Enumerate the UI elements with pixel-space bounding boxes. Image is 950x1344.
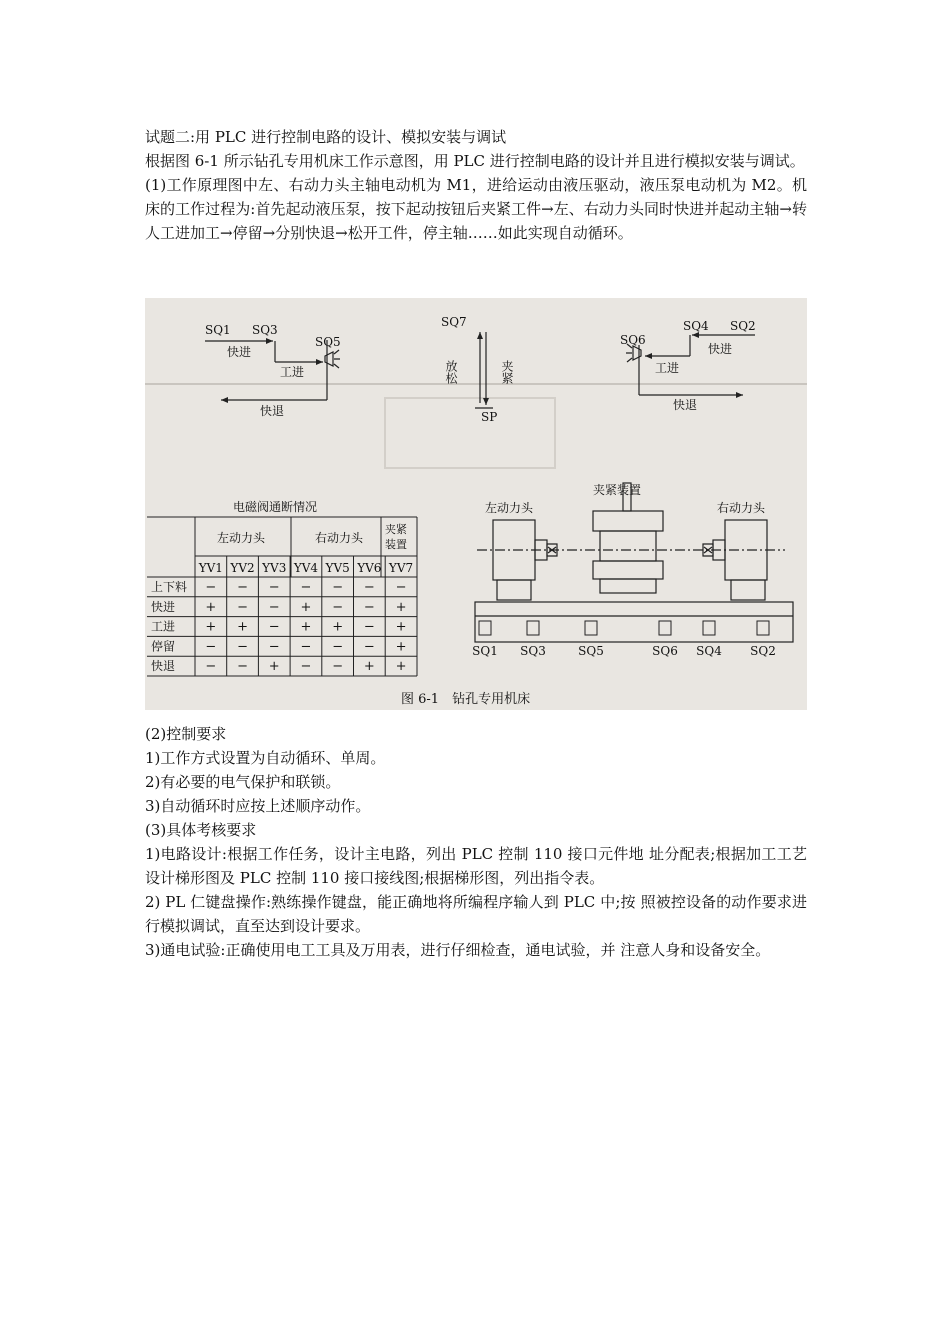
- label-work-in-right: 工进: [655, 361, 680, 375]
- switch-label: SQ5: [578, 644, 604, 658]
- column-header-yv3: YV3: [262, 561, 287, 575]
- switch-label: SQ6: [652, 644, 678, 658]
- table-cell: −: [205, 580, 217, 595]
- limit-switch: [527, 621, 539, 635]
- row-label: 快进: [151, 599, 176, 614]
- intro-paragraph: 根据图 6-1 所示钻孔专用机床工作示意图，用 PLC 进行控制电路的设计并且进行模拟安装与调试。: [145, 152, 805, 170]
- label-sq1: SQ1: [205, 323, 231, 337]
- requirements-text: [145, 722, 807, 962]
- table-cell: −: [332, 580, 344, 595]
- limit-switch: [585, 621, 597, 635]
- label-fast-in: 快进: [227, 345, 252, 359]
- label-sq4: SQ4: [683, 319, 709, 333]
- table-cell: +: [205, 599, 217, 615]
- table-cell: −: [363, 599, 375, 615]
- row-label: 上下料: [151, 580, 188, 594]
- column-header-yv6: YV6: [357, 561, 382, 575]
- row-label: 停留: [151, 639, 176, 654]
- group-left-head: 左动力头: [217, 531, 266, 545]
- label-fast-in-right: 快进: [708, 342, 733, 356]
- table-cell: −: [268, 580, 280, 595]
- table-cell: −: [300, 659, 312, 675]
- label-fast-back: 快退: [260, 404, 285, 418]
- table-cell: −: [363, 580, 375, 595]
- label-right-head: 右动力头: [717, 501, 766, 515]
- control-requirements-heading: (2)控制要求: [145, 725, 227, 743]
- row-label: 快退: [151, 659, 176, 674]
- table-cell: −: [205, 639, 217, 655]
- table-cell: −: [300, 580, 312, 595]
- table-cell: +: [395, 619, 407, 635]
- table-cell: −: [363, 639, 375, 655]
- limit-switch: [703, 621, 715, 635]
- figure-6-1: [145, 298, 807, 710]
- table-cell: −: [332, 659, 344, 675]
- table-cell: −: [268, 639, 280, 655]
- switch-label: SQ4: [696, 644, 722, 658]
- switch-label: SQ1: [472, 644, 498, 658]
- table-title: 电磁阀通断情况: [233, 500, 318, 514]
- table-cell: −: [268, 599, 280, 615]
- column-header-yv1: YV1: [198, 561, 223, 575]
- assessment-heading: (3)具体考核要求: [145, 821, 257, 839]
- table-cell: −: [332, 599, 344, 615]
- column-header-yv7: YV7: [388, 561, 414, 575]
- requirement-2: 2)有必要的电气保护和联锁。: [145, 773, 341, 791]
- table-cell: −: [395, 580, 407, 595]
- table-cell: −: [237, 599, 249, 615]
- label-sq5: SQ5: [315, 335, 341, 349]
- switch-label: SQ2: [750, 644, 776, 658]
- table-cell: +: [395, 639, 407, 655]
- table-cell: +: [395, 659, 407, 675]
- working-principle: (1)工作原理图中左、右动力头主轴电动机为 M1，进给运动由液压驱动，液压泵电动机为 M2。机床的工作过程为:首先起动液压泵，按下起动按钮后夹紧工件→左、右动力头同时快进并起动主轴→转人工进加工→停留→分别快退→松开工件，停主轴……如此实现自动循环。: [145, 176, 807, 242]
- table-cell: −: [332, 639, 344, 655]
- table-cell: −: [237, 580, 249, 595]
- limit-switch: [659, 621, 671, 635]
- group-clamp-line1: 夹紧: [385, 523, 407, 536]
- clamp-cycle-diagram: [475, 332, 493, 408]
- table-cell: +: [268, 659, 280, 675]
- label-left-head: 左动力头: [485, 501, 534, 515]
- limit-switch: [757, 621, 769, 635]
- requirement-1: 1)工作方式设置为自动循环、单周。: [145, 749, 386, 767]
- machine-diagram: [145, 298, 807, 710]
- table-cell: +: [300, 599, 312, 615]
- label-sp: SP: [481, 410, 498, 424]
- group-clamp-line2: 装置: [385, 538, 407, 551]
- requirement-3: 3)自动循环时应按上述顺序动作。: [145, 797, 371, 815]
- table-cell: +: [237, 619, 249, 635]
- table-cell: +: [332, 619, 344, 635]
- assessment-3: 3)通电试验:正确使用电工工具及万用表，进行仔细检查，通电试验，并 注意人身和设备安全。: [145, 941, 771, 959]
- assessment-1: 1)电路设计:根据工作任务，设计主电路，列出 PLC 控制 110 接口元件地 址分配表;根据加工工艺设计梯形图及 PLC 控制 110 接口接线图;根据梯形图，列出指令表。: [145, 845, 807, 887]
- table-cell: +: [395, 599, 407, 615]
- label-sq2: SQ2: [730, 319, 756, 333]
- background-box: [385, 398, 555, 468]
- table-cell: −: [205, 659, 217, 675]
- label-work-in: 工进: [280, 365, 305, 379]
- table-cell: +: [205, 619, 217, 635]
- label-clamp-device: 夹紧装置: [593, 483, 642, 497]
- table-cell: −: [268, 619, 280, 635]
- column-header-yv4: YV4: [293, 561, 319, 575]
- switch-label: SQ3: [520, 644, 546, 658]
- solenoid-table: [147, 499, 417, 676]
- group-right-head: 右动力头: [315, 531, 364, 545]
- table-cell: −: [237, 639, 249, 655]
- intro-text: [145, 125, 807, 245]
- column-header-yv2: YV2: [230, 561, 255, 575]
- label-sq7: SQ7: [441, 315, 467, 329]
- table-cell: +: [363, 659, 375, 675]
- column-header-yv5: YV5: [325, 561, 350, 575]
- question-title: 试题二:用 PLC 进行控制电路的设计、模拟安装与调试: [145, 128, 507, 146]
- figure-caption: 图 6-1 钻孔专用机床: [401, 692, 531, 707]
- table-cell: −: [300, 639, 312, 655]
- label-sq6: SQ6: [620, 333, 646, 347]
- label-release: 放松: [444, 360, 458, 384]
- table-cell: −: [363, 619, 375, 635]
- label-sq3: SQ3: [252, 323, 278, 337]
- assessment-2: 2) PL 仁键盘操作:熟练操作键盘，能正确地将所编程序输人到 PLC 中;按 照被控设备的动作要求进行模拟调试，直至达到设计要求。: [145, 893, 807, 935]
- label-fast-back-right: 快退: [673, 398, 698, 412]
- limit-switch: [479, 621, 491, 635]
- left-cycle-diagram: [205, 340, 340, 400]
- row-label: 工进: [151, 619, 176, 634]
- label-clamp: 夹紧: [500, 360, 514, 384]
- table-cell: +: [300, 619, 312, 635]
- table-cell: −: [237, 659, 249, 675]
